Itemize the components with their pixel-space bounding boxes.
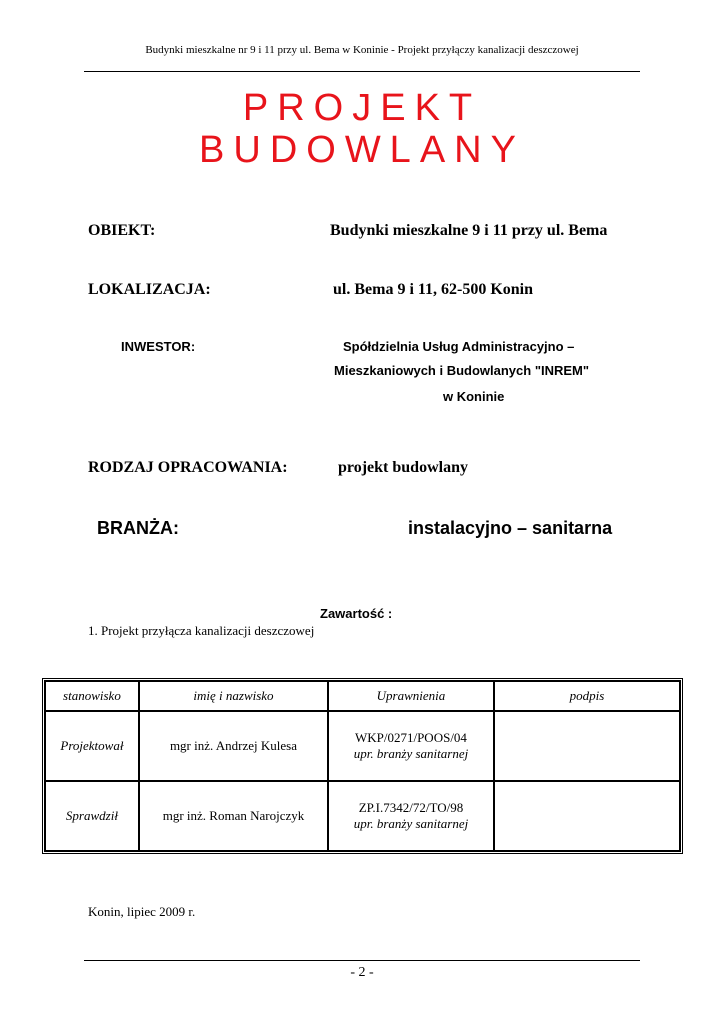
role-cell: Projektował <box>45 711 139 781</box>
rodzaj-label: RODZAJ OPRACOWANIA: <box>88 459 288 476</box>
table-header-row <box>45 681 680 711</box>
inwestor-label: INWESTOR: <box>121 339 196 354</box>
header-imie-nazwisko: imię i nazwisko <box>139 681 328 711</box>
rodzaj-value: projekt budowlany <box>338 459 468 476</box>
license-cell <box>328 711 494 781</box>
contents-heading: Zawartość : <box>320 606 393 621</box>
place-date: Konin, lipiec 2009 r. <box>88 904 196 919</box>
name-cell: mgr inż. Andrzej Kulesa <box>139 711 328 781</box>
inwestor-line-3: w Koninie <box>443 389 505 404</box>
header-podpis: podpis <box>494 681 680 711</box>
table-row <box>45 781 680 851</box>
title-line-1: PROJEKT <box>242 87 482 129</box>
header-rule <box>84 71 640 72</box>
footer-rule <box>84 960 640 961</box>
header-uprawnienia: Uprawnienia <box>328 681 494 711</box>
signature-cell <box>494 781 680 851</box>
branza-label: BRANŻA: <box>97 518 179 538</box>
obiekt-label: OBIEKT: <box>88 222 156 239</box>
page-number: - 2 - <box>350 965 374 980</box>
running-header: Budynki mieszkalne nr 9 i 11 przy ul. Bema w Koninie - Projekt przyłączy kanalizacji deszczowej <box>145 44 579 56</box>
license-number: WKP/0271/POOS/04 <box>354 730 467 745</box>
branza-value: instalacyjno – sanitarna <box>408 518 613 538</box>
header-stanowisko: stanowisko <box>45 681 139 711</box>
inwestor-line-1: Spółdzielnia Usług Administracyjno – <box>343 339 575 354</box>
signature-cell <box>494 711 680 781</box>
obiekt-value: Budynki mieszkalne 9 i 11 przy ul. Bema <box>330 222 608 239</box>
contents-item: 1. Projekt przyłącza kanalizacji deszczowej <box>88 623 315 638</box>
lokalizacja-label: LOKALIZACJA: <box>88 281 211 298</box>
license-number: ZP.I.7342/72/TO/98 <box>358 800 464 815</box>
title-line-2: BUDOWLANY <box>199 129 525 171</box>
license-cell <box>328 781 494 851</box>
license-scope: upr. branży sanitarnej <box>353 816 469 831</box>
name-cell: mgr inż. Roman Narojczyk <box>139 781 328 851</box>
role-cell: Sprawdził <box>45 781 139 851</box>
inwestor-line-2: Mieszkaniowych i Budowlanych "INREM" <box>334 363 590 378</box>
signature-table <box>44 680 681 852</box>
license-scope: upr. branży sanitarnej <box>353 746 469 761</box>
lokalizacja-value: ul. Bema 9 i 11, 62-500 Konin <box>333 281 534 298</box>
table-row <box>45 711 680 781</box>
